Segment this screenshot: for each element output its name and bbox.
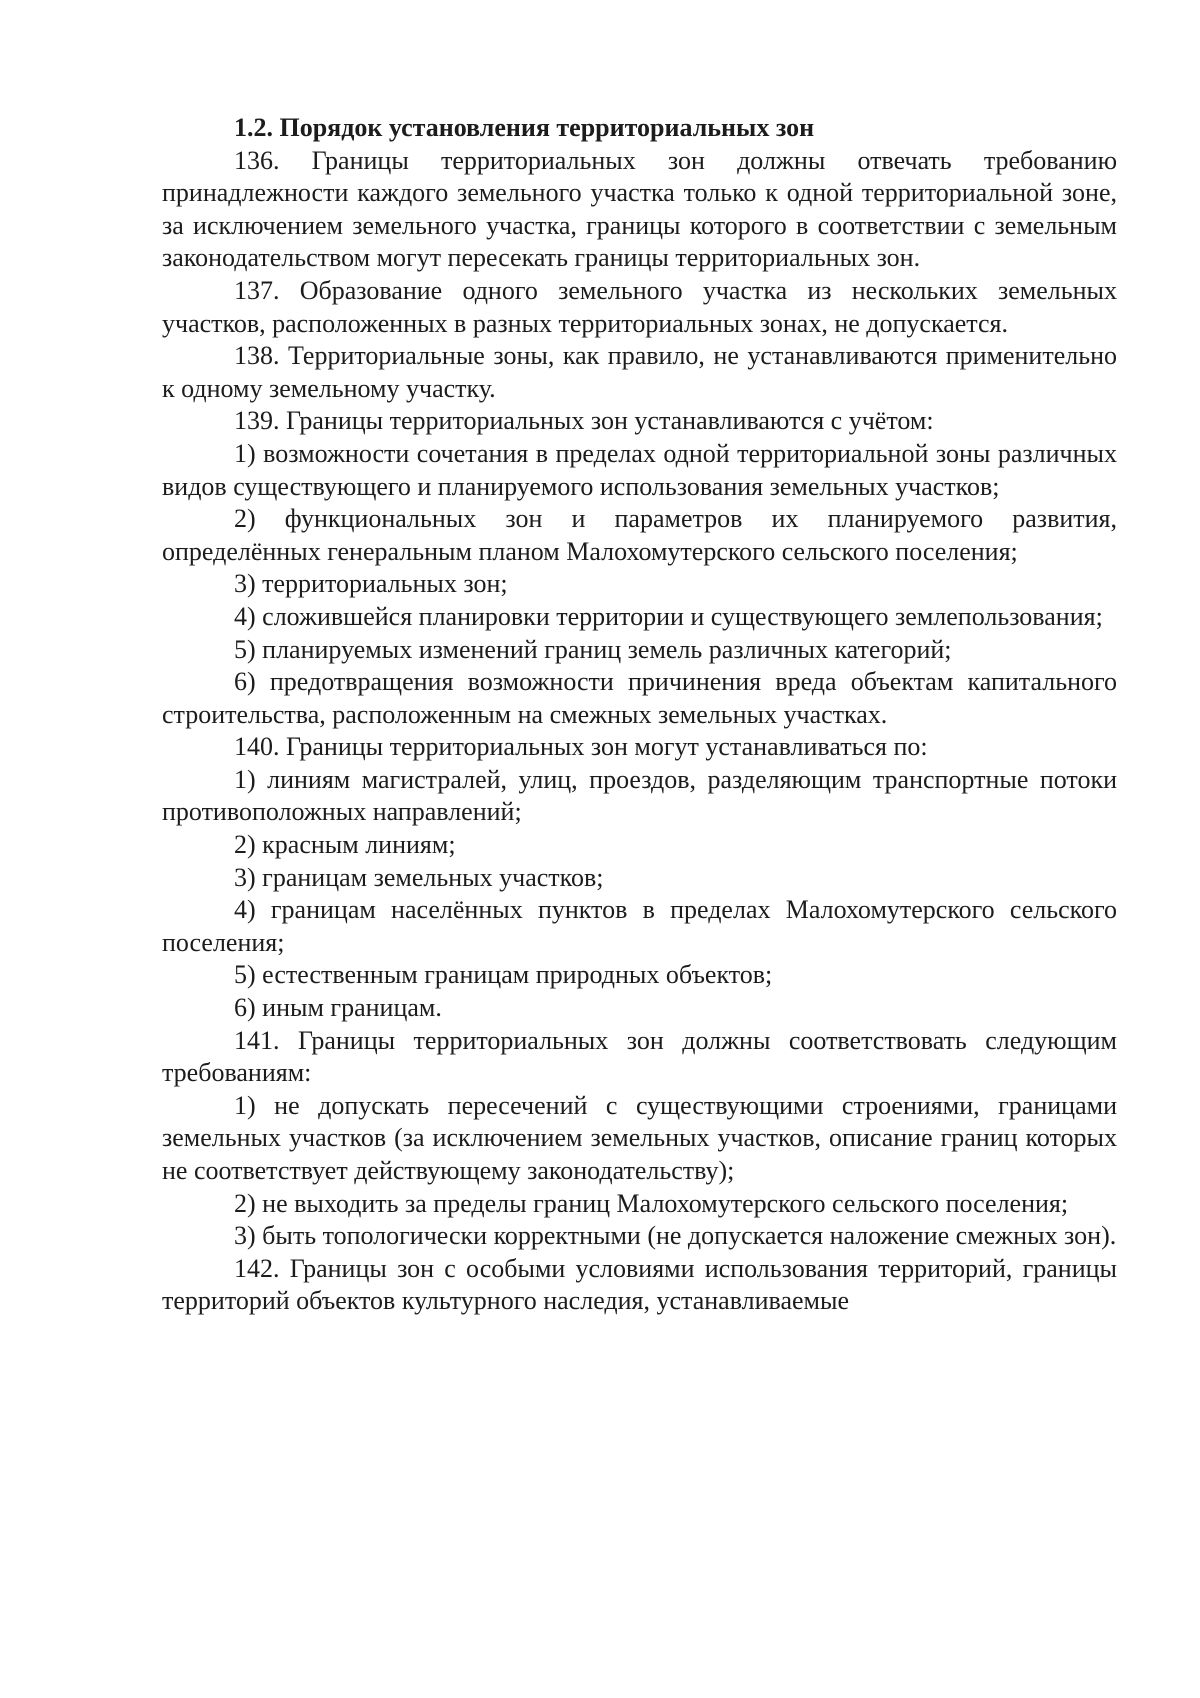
- list-item-139-6: 6) предотвращения возможности причинения вреда объектам капитального строительства, расположенным на смежных земельных участках.: [162, 667, 1117, 729]
- list-item-139-1: 1) возможности сочетания в пределах одной территориальной зоны различных видов существующего и планируемого использования земельных участков;: [162, 438, 1117, 501]
- section-heading: 1.2. Порядок установления территориальных зон: [234, 113, 815, 142]
- paragraph-140: 140. Границы территориальных зон могут устанавливаться по:: [234, 732, 928, 762]
- list-item-140-5: 5) естественным границам природных объектов;: [234, 960, 773, 990]
- paragraph-141: 141. Границы территориальных зон должны соответствовать следующим требованиям:: [162, 1025, 1117, 1088]
- paragraph-136: 136. Границы территориальных зон должны отвечать требованию принадлежности каждого земельного участка только к одной территориальной зоне, за исключением земельного участка, границы которого в соответствии с земельным законодательством могут пересекать границы территориальных зон.: [162, 145, 1117, 273]
- paragraph-142: 142. Границы зон с особыми условиями использования территорий, границы территорий объектов культурного наследия, устанавливаемые: [162, 1253, 1117, 1316]
- list-item-141-3: 3) быть топологически корректными (не допускается наложение смежных зон).: [234, 1221, 1117, 1251]
- paragraph-139: 139. Границы территориальных зон устанавливаются с учётом:: [234, 406, 934, 436]
- paragraph-137: 137. Образование одного земельного участка из нескольких земельных участков, расположенных в разных территориальных зонах, не допускается.: [162, 275, 1117, 338]
- document-body: [162, 112, 1117, 1318]
- list-item-139-4: 4) сложившейся планировки территории и существующего землепользования;: [234, 601, 1103, 631]
- list-item-140-2: 2) красным линиям;: [234, 830, 456, 860]
- list-item-141-2: 2) не выходить за пределы границ Малохомутерского сельского поселения;: [234, 1188, 1069, 1218]
- list-item-140-4: 4) границам населённых пунктов в пределах Малохомутерского сельского поселения;: [162, 895, 1117, 957]
- list-item-139-2: 2) функциональных зон и параметров их планируемого развития, определённых генеральным планом Малохомутерского сельского поселения;: [162, 504, 1117, 566]
- list-item-141-1: 1) не допускать пересечений с существующими строениями, границами земельных участков (за исключением земельных участков, описание границ которых не соответствует действующему законодательству);: [162, 1090, 1117, 1185]
- list-item-140-6: 6) иным границам.: [234, 993, 442, 1023]
- list-item-140-1: 1) линиям магистралей, улиц, проездов, разделяющим транспортные потоки противоположных направлений;: [162, 764, 1117, 827]
- paragraph-138: 138. Территориальные зоны, как правило, не устанавливаются применительно к одному земельному участку.: [162, 341, 1117, 403]
- list-item-139-3: 3) территориальных зон;: [234, 569, 508, 599]
- list-item-139-5: 5) планируемых изменений границ земель различных категорий;: [234, 634, 952, 664]
- list-item-140-3: 3) границам земельных участков;: [234, 862, 604, 892]
